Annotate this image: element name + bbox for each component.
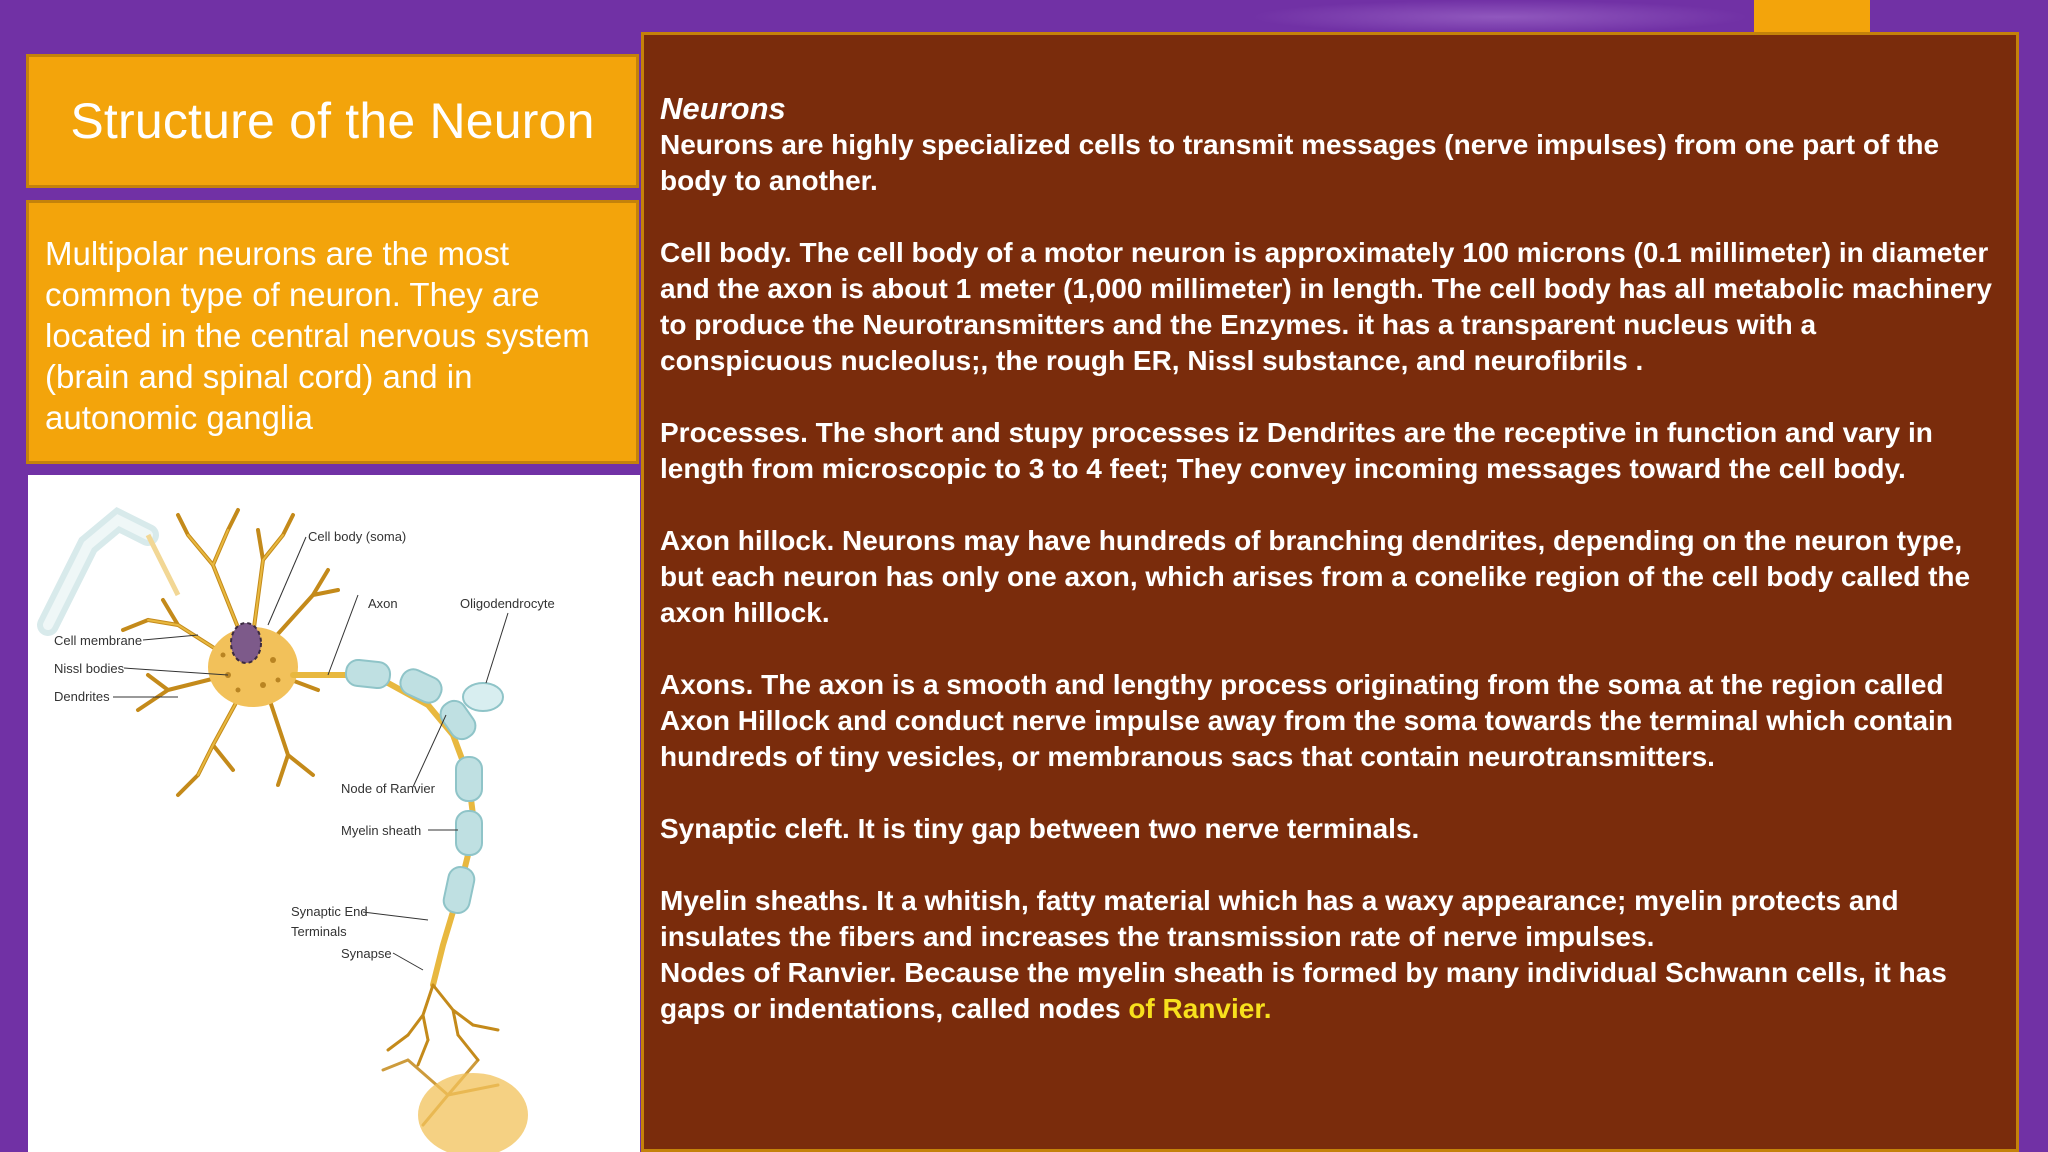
cell-body-paragraph: Cell body. The cell body of a motor neuron is approximately 100 microns (0.1 millimeter) in diameter and the axon is about 1 meter (1,000 millimeter) in length. The cell body has all metabolic machinery to produce the Neurotransmitters and the Enzymes. it has a transparent nucleus with a conspicuous nucleolus;, the rough ER, Nissl substance, and neurofibrils . <box>660 237 1992 376</box>
label-synaptic-end: Synaptic End <box>291 904 368 919</box>
label-synaptic-terminals: Terminals <box>291 924 347 939</box>
summary-text: Multipolar neurons are the most common type of neuron. They are located in the central nervous system (brain and spinal cord) and in autonomic ganglia <box>45 235 590 436</box>
synaptic-terminals <box>388 985 498 1065</box>
content-panel <box>641 32 2019 1152</box>
nodes-paragraph <box>660 955 1996 1027</box>
oligodendrocyte-cell <box>463 683 503 711</box>
label-myelin-sheath: Myelin sheath <box>341 823 422 838</box>
label-dendrites: Dendrites <box>54 689 110 704</box>
accent-tab-decoration <box>1754 0 1870 32</box>
axons-paragraph: Axons. The axon is a smooth and lengthy process originating from the soma at the region called Axon Hillock and conduct nerve impulse away from the soma towards the terminal which contain hundreds of tiny vesicles, or membranous sacs that contain neurotransmitters. <box>660 669 1953 772</box>
synaptic-cleft-paragraph: Synaptic cleft. It is tiny gap between two nerve terminals. <box>660 813 1420 844</box>
nodes-text: Nodes of Ranvier. Because the myelin sheath is formed by many individual Schwann cells, it has gaps or indentations, called nodes <box>660 957 1947 1024</box>
label-axon: Axon <box>368 596 398 611</box>
summary-box <box>26 200 639 464</box>
label-node-of-ranvier: Node of Ranvier <box>341 781 435 796</box>
myelin-paragraph: Myelin sheaths. It a whitish, fatty material which has a waxy appearance; myelin protects and insulates the fibers and increases the transmission rate of nerve impulses. <box>660 885 1899 952</box>
upstream-axon <box>48 520 178 625</box>
nodes-highlight: of Ranvier. <box>1128 993 1272 1024</box>
content-heading: Neurons <box>660 91 786 126</box>
label-synapse: Synapse <box>341 946 392 961</box>
top-glow-decoration <box>1250 0 1750 34</box>
label-oligodendrocyte: Oligodendrocyte <box>460 596 555 611</box>
label-cell-body: Cell body (soma) <box>308 529 407 544</box>
title-box <box>26 54 639 188</box>
intro-paragraph: Neurons are highly specialized cells to transmit messages (nerve impulses) from one part of the body to another. <box>660 129 1940 196</box>
slide-title: Structure of the Neuron <box>70 93 595 149</box>
neuron-diagram <box>28 475 640 1152</box>
label-nissl-bodies: Nissl bodies <box>54 661 125 676</box>
axon-hillock-paragraph: Axon hillock. Neurons may have hundreds of branching dendrites, depending on the neuron type, but each neuron has only one axon, which arises from a conelike region of the cell body called the axon hillock. <box>660 525 1971 628</box>
processes-paragraph: Processes. The short and stupy processes iz Dendrites are the receptive in function and vary in length from microscopic to 3 to 4 feet; They convey incoming messages toward the cell body. <box>660 417 1933 484</box>
nucleus <box>231 623 261 663</box>
label-cell-membrane: Cell membrane <box>54 633 143 648</box>
